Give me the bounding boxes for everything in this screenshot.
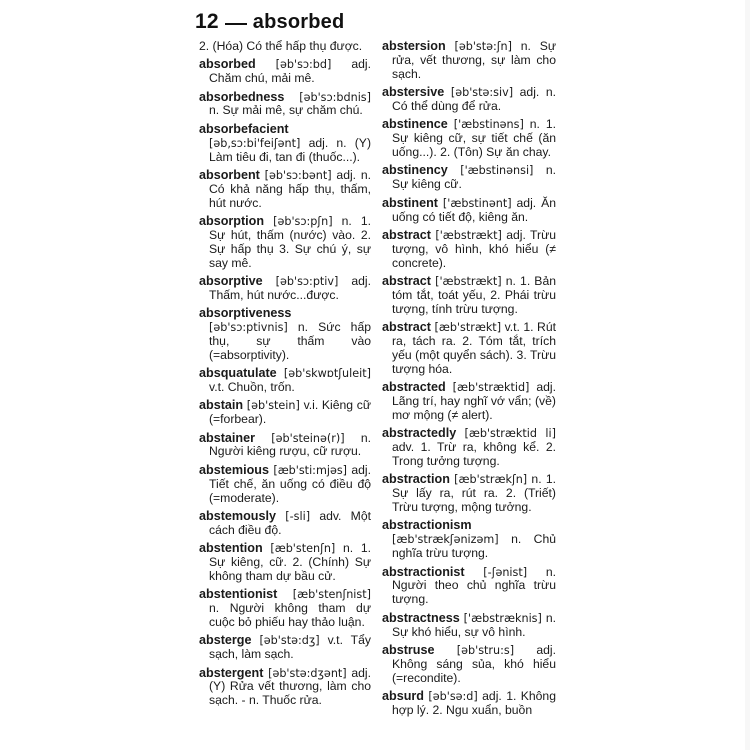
headword: abstemious	[199, 462, 269, 477]
dictionary-entry	[199, 91, 371, 119]
pronunciation: ['æbstinəns]	[453, 118, 524, 132]
dictionary-entry	[199, 667, 371, 709]
guide-word: absorbed	[252, 11, 345, 33]
pronunciation: [əb'sɔ:bənt]	[264, 168, 332, 182]
definition: v.t. Tẩy sạch, làm sạch.	[209, 633, 371, 662]
headword: abstractionism	[382, 518, 472, 533]
headword: abstractedly	[382, 426, 457, 441]
dictionary-entry	[382, 118, 556, 160]
headword: absorptiveness	[199, 306, 292, 321]
headword: abstract	[382, 227, 431, 242]
definition: v.i. Kiêng cữ (=forbear).	[209, 398, 372, 427]
headword: absorbed	[199, 57, 256, 72]
dictionary-entry	[199, 510, 371, 538]
dictionary-entry	[199, 432, 371, 460]
dictionary-entry	[382, 427, 556, 469]
definition: n. Người kiêng rượu, cữ rượu.	[209, 430, 372, 459]
definition: n. Sự kiêng cữ.	[392, 163, 556, 192]
pronunciation: [əb'stə:dʒənt]	[268, 666, 347, 680]
dictionary-entry	[382, 40, 556, 82]
headword: absterge	[199, 633, 252, 648]
headword: abstersive	[382, 85, 445, 100]
definition: adj. n. Có khả năng hấp thụ, thấm, hút nước.	[209, 167, 371, 210]
dictionary-entry	[199, 275, 371, 303]
headword: abstractionist	[382, 564, 465, 579]
dictionary-entry	[199, 399, 371, 427]
pronunciation: [əb'stein]	[246, 399, 300, 413]
page-header	[195, 10, 344, 34]
pronunciation: [əb'steinə(r)]	[271, 431, 345, 445]
dictionary-entry	[382, 275, 556, 317]
definition: n. 1. Sự lấy ra, rút ra. 2. (Triết) Trừu tượng, mộng tưởng.	[392, 472, 556, 515]
pronunciation: [æb'stræktid li]	[464, 427, 557, 441]
pronunciation: [əb'stə:dʒ]	[259, 634, 320, 648]
pronunciation: ['æbstinənsi]	[460, 164, 534, 178]
definition: n. Sự rửa, vết thương, sự làm cho sạch.	[392, 39, 557, 81]
pronunciation: [-sli]	[285, 509, 311, 523]
headword: absurd	[382, 688, 424, 703]
headword: absorbedness	[199, 89, 285, 104]
pronunciation: [əb'stru:s]	[456, 643, 515, 657]
right-column	[382, 40, 556, 722]
pronunciation: [əb'stə:siv]	[450, 86, 514, 100]
pronunciation: [əb,sɔ:bi'feiʃənt]	[209, 136, 301, 150]
dictionary-entry	[199, 464, 371, 506]
dictionary-entry	[199, 542, 371, 584]
headword: abstergent	[199, 665, 264, 680]
dictionary-entry	[199, 367, 371, 395]
pronunciation: [æb'strækʃn]	[454, 473, 528, 487]
definition: n. 1. Sự kiêng, cữ. 2. (Chính) Sự không tham dự bầu cử.	[209, 541, 371, 583]
header-rule	[225, 23, 247, 25]
pronunciation: [əb'stə:ʃn]	[454, 40, 512, 53]
pronunciation: [-ʃənist]	[483, 565, 528, 579]
definition: adj. Trừu tượng, vô hình, khó hiểu (≠ concrete).	[392, 227, 557, 270]
definition: n. Người theo chủ nghĩa trừu tượng.	[392, 564, 556, 607]
headword: abstractness	[382, 610, 460, 625]
definition: adj. Chăm chú, mải mê.	[209, 57, 371, 86]
definition: adj. n. Có thể dùng để rửa.	[392, 85, 557, 114]
definition: adj. 1. Không hợp lý. 2. Ngu xuẩn, buồn	[392, 688, 556, 717]
dictionary-entry	[382, 164, 556, 192]
dictionary-entry	[199, 169, 371, 211]
page-number: 12	[195, 10, 219, 33]
headword: abstentionist	[199, 587, 278, 602]
pronunciation: [æb'sti:mjəs]	[273, 463, 348, 477]
pronunciation: [æb'stenʃnist]	[292, 588, 371, 602]
headword: abstain	[199, 398, 244, 413]
pronunciation: ['æbstrækt]	[435, 228, 502, 242]
pronunciation: ['æbstinənt]	[442, 196, 512, 210]
definition: n. Sự mải mê, sự chăm chú.	[209, 103, 363, 118]
dictionary-entry	[199, 123, 371, 165]
definition: n. 1. Bản tóm tắt, toát yếu, 2. Phái trừu tượng, tính trừu tượng.	[392, 273, 556, 316]
definition: adj. Tiết chế, ăn uống có điều độ (=moderate).	[209, 462, 372, 505]
definition: adv. Một cách điều độ.	[209, 508, 371, 537]
headword: abstract	[382, 320, 431, 335]
definition: n. Chủ nghĩa trừu tượng.	[392, 532, 556, 561]
dictionary-entry	[199, 634, 371, 662]
headword: abstersion	[382, 39, 446, 53]
pronunciation: [əb'sɔ:pʃn]	[273, 214, 333, 228]
headword: abstract	[382, 273, 431, 288]
headword: abstention	[199, 541, 263, 556]
definition: adj. Lãng trí, hay nghĩ vớ vẩn; (về) mơ mộng (≠ alert).	[392, 380, 557, 422]
dictionary-entry	[382, 86, 556, 114]
definition: n. Người không tham dự cuộc bỏ phiếu hay thảo luận.	[209, 601, 371, 629]
pronunciation: [æb'strækʃənizəm]	[392, 533, 499, 547]
dictionary-entry	[382, 690, 556, 718]
definition: adv. 1. Trừ ra, không kể. 2. Trong tưởng tượng.	[392, 440, 556, 468]
headword: abstinency	[382, 163, 448, 178]
pronunciation: [əb'sə:d]	[428, 689, 478, 703]
dictionary-entry	[199, 215, 371, 271]
pronunciation: [əb'sɔ:bdnis]	[299, 90, 371, 104]
dictionary-entry	[382, 612, 556, 640]
pronunciation: [əb'sɔ:ptiv]	[275, 274, 339, 288]
definition: adj. Thấm, hút nước...được.	[209, 273, 372, 302]
pronunciation: [æb'strækt]	[434, 321, 502, 335]
pronunciation: [əb'skwɒtʃuleit]	[283, 367, 371, 381]
pronunciation: ['æbstrækt]	[435, 274, 502, 288]
dictionary-entry	[382, 381, 556, 423]
headword: abstinence	[382, 117, 448, 132]
headword: absorption	[199, 213, 265, 228]
headword: absorptive	[199, 273, 263, 288]
definition: 2. (Hóa) Có thể hấp thụ được.	[199, 39, 363, 53]
dictionary-entry	[199, 40, 371, 54]
dictionary-entry	[382, 197, 556, 225]
left-column	[199, 40, 371, 713]
pronunciation: [æb'stræktid]	[452, 381, 530, 395]
dictionary-entry	[382, 644, 556, 686]
headword: absorbent	[199, 167, 260, 182]
pronunciation: [əb'sɔ:bd]	[275, 58, 332, 72]
page-edge	[745, 0, 750, 750]
dictionary-entry	[199, 58, 371, 86]
definition: n. Sức hấp thụ, sự thấm vào (=absorptivity).	[209, 320, 372, 362]
definition: adj. Không sáng sủa, khó hiểu (=recondite).	[392, 642, 557, 685]
definition: adj. (Y) Rửa vết thương, làm cho sạch. - n. Thuốc rửa.	[209, 665, 372, 708]
definition: n. 1. Sự hút, thấm (nước) vào. 2. Sự hấp thụ 3. Sự chú ý, sự say mê.	[209, 213, 372, 270]
definition: v.t. 1. Rút ra, tách ra. 2. Tóm tắt, trích yếu (một quyển sách). 3. Trừu tượng hóa.	[392, 320, 557, 376]
definition: n. 1. Sự kiêng cữ, sự tiết chế (ăn uống...). 2. (Tôn) Sự ăn chay.	[392, 117, 556, 160]
headword: absorbefacient	[199, 121, 289, 136]
headword: abstruse	[382, 642, 435, 657]
definition: adj. Ăn uống có tiết độ, kiêng ăn.	[392, 195, 557, 224]
dictionary-entry	[382, 321, 556, 377]
dictionary-entry	[382, 566, 556, 608]
dictionary-entry	[199, 588, 371, 630]
definition: adj. n. (Y) Làm tiêu đi, tan đi (thuốc...).	[209, 135, 371, 164]
definition: n. Sự khó hiểu, sự vô hình.	[392, 610, 557, 639]
dictionary-entry	[382, 473, 556, 515]
definition: v.t. Chuồn, trốn.	[209, 380, 295, 395]
pronunciation: [æb'stenʃn]	[270, 542, 336, 556]
headword: abstracted	[382, 380, 446, 395]
dictionary-entry	[382, 229, 556, 271]
pronunciation: [əb'sɔ:ptivnis]	[209, 321, 288, 335]
headword: abstemously	[199, 508, 276, 523]
headword: abstainer	[199, 430, 255, 445]
headword: abstinent	[382, 195, 438, 210]
dictionary-entry	[382, 519, 556, 561]
dictionary-entry	[199, 307, 371, 363]
headword: absquatulate	[199, 366, 277, 381]
pronunciation: ['æbstræknis]	[463, 611, 542, 625]
headword: abstraction	[382, 472, 450, 487]
